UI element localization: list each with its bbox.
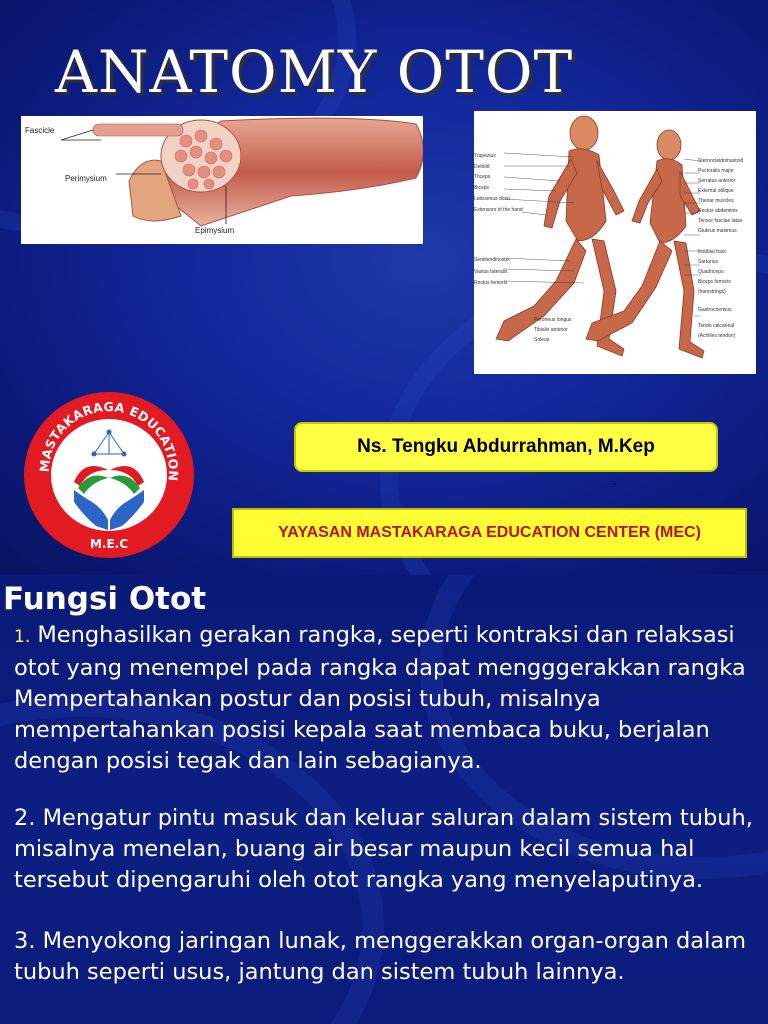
muscle-label: Thenar muscles — [698, 198, 734, 204]
paragraph-line: mempertahankan posisi kepala saat membaca buku, berjalan — [14, 717, 710, 743]
muscle-label: Pectoralis major — [698, 168, 734, 174]
muscle-label: Sternocleidomastoid — [698, 158, 744, 164]
function-item-2 — [14, 803, 753, 896]
muscle-label: Deltoid — [474, 163, 490, 170]
muscle-label: Rectus abdominis — [698, 208, 738, 214]
slide-title: ANATOMY OTOT — [55, 38, 574, 106]
paragraph-line: 3. Menyokong jaringan lunak, menggerakkan organ-organ dalam — [14, 928, 747, 954]
muscle-label: Tensor fasciae latae — [698, 218, 743, 224]
content-slide — [0, 575, 768, 1024]
mec-logo-graphic — [22, 390, 196, 560]
function-item-3 — [14, 926, 746, 988]
presenter-name-box: Ns. Tengku Abdurrahman, M.Kep — [294, 422, 718, 472]
muscle-label: Soleus — [534, 337, 550, 343]
muscle-label: Gastrocnemius — [698, 307, 732, 313]
muscle-label: Latissimus dorsi — [474, 195, 510, 202]
left-muscle-labels — [474, 151, 523, 215]
paragraph-line: Mempertahankan postur dan posisi tubuh, misalnya — [14, 686, 601, 712]
item-number: 1. — [14, 627, 31, 647]
lower-leg-labels — [534, 315, 572, 345]
institution-name-box: YAYASAN MASTAKARAGA EDUCATION CENTER (MEC) — [232, 508, 747, 558]
muscle-structure-diagram — [21, 116, 423, 244]
right-leg-labels — [698, 247, 754, 341]
muscle-label: Semitendinosus — [474, 257, 510, 263]
muscle-label: Biceps femoris (hamstrings) — [698, 279, 731, 295]
muscle-label: Peroneus longus — [534, 317, 572, 323]
muscle-label: Tendo calcaneal (Achilles tendon) — [698, 323, 736, 339]
paragraph-line: 1. Menghasilkan gerakan rangka, seperti kontraksi dan relaksasi — [14, 622, 735, 648]
muscle-label: Quadriceps — [698, 269, 724, 275]
paragraph-line: tersebut dipengaruhi oleh otot rangka yang menyelaputinya. — [14, 867, 704, 893]
paragraph-line: dengan posisi tegak dan lain sebagianya. — [14, 748, 482, 774]
mec-logo — [22, 390, 196, 560]
epimysium-label: Epimysium — [195, 226, 235, 235]
muscle-label: Sartorius — [698, 259, 719, 265]
muscle-label: Biceps — [474, 185, 490, 192]
muscle-label: Vastus lateralis — [474, 268, 508, 275]
paragraph-line: tubuh seperti usus, jantung dan sistem tubuh lainnya. — [14, 959, 625, 985]
right-muscle-labels — [698, 156, 743, 236]
muscle-label: Trapezius — [474, 153, 496, 159]
function-item-1 — [14, 620, 746, 777]
paragraph-line: 2. Mengatur pintu masuk dan keluar saluran dalam sistem tubuh, — [14, 805, 753, 831]
muscle-label: Gluteus maximus — [698, 228, 737, 234]
logo-bottom-text: M.E.C — [89, 537, 129, 551]
muscle-label: Tibialis anterior — [534, 327, 568, 333]
muscle-label: External oblique — [698, 188, 734, 194]
paragraph-line: otot yang menempel pada rangka dapat mengggerakkan rangka — [14, 655, 746, 681]
muscle-label: Rectus femoris — [474, 280, 508, 286]
muscle-label: Triceps — [474, 174, 491, 181]
section-heading: Fungsi Otot — [3, 581, 207, 617]
muscle-label: Extensors of the hand — [474, 206, 523, 213]
perimysium-label: Perimysium — [65, 174, 107, 183]
fascicle-label: Fascicle — [25, 126, 55, 135]
paragraph-line: misalnya menelan, buang air besar maupun kecil semua hal — [14, 836, 695, 862]
body-muscles-diagram — [474, 111, 756, 374]
left-leg-labels — [474, 255, 510, 290]
muscle-label: Iliotibial tract — [698, 249, 726, 255]
muscle-label: Serratus anterior — [698, 178, 736, 184]
logo-ring-text: MASTAKARAGA EDUCATION — [36, 399, 182, 482]
stray-dot — [614, 483, 616, 485]
